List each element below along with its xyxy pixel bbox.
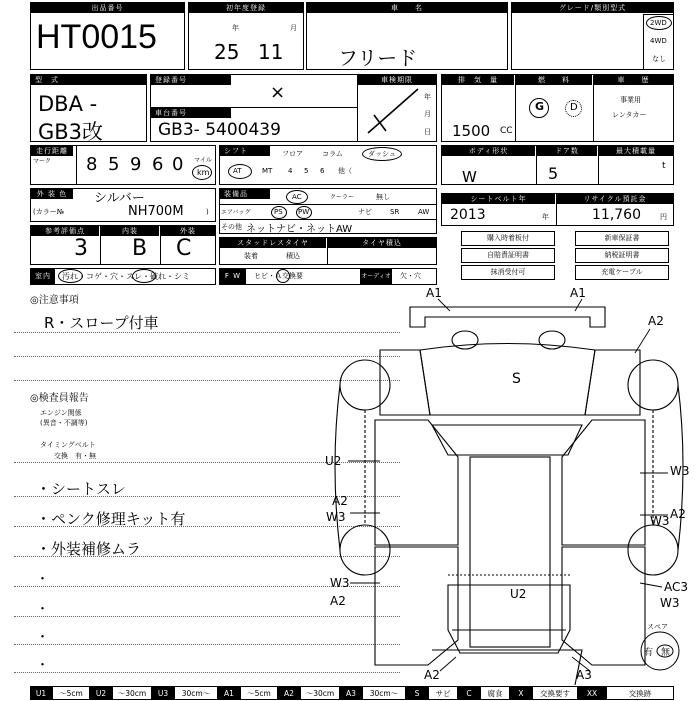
shift-other: 他（ xyxy=(338,167,352,175)
legend-c-key: C xyxy=(458,686,480,700)
equip-ac: AC xyxy=(292,193,302,201)
car-damage-diagram xyxy=(320,285,700,685)
legend-s-key: S xyxy=(406,686,428,700)
body-shape-label: ボディ形状 xyxy=(442,146,535,156)
mark-a1-front-left: A1 xyxy=(426,286,442,300)
doc-compulsory-insurance: 自賠責証明書 xyxy=(461,248,555,263)
equip-pw: PW xyxy=(298,208,310,216)
doc-tax-certificate: 納税証明書 xyxy=(575,248,669,263)
score-label: 参考評価点 xyxy=(31,226,99,236)
shift-label: シフト xyxy=(220,146,270,156)
report-line-7: ・ xyxy=(36,658,50,673)
mark-a2-left-1: A2 xyxy=(332,494,348,508)
mark-a2-rear: A2 xyxy=(424,668,440,682)
legend-xx-value: 交換跡 xyxy=(606,686,674,700)
room-label: 室内 xyxy=(31,269,55,284)
fw-a-circle xyxy=(276,269,290,283)
model-value-line2: GB3改 xyxy=(38,120,104,144)
body-shape-value: W xyxy=(462,168,477,186)
equipment-label: 装備品 xyxy=(220,189,270,199)
tire-divider xyxy=(327,237,328,265)
chassis-number-label: 車台番号 xyxy=(151,108,231,118)
color-number-label: (カラー№ xyxy=(33,208,65,216)
mileage-divider xyxy=(76,145,77,185)
mark-u2-left: U2 xyxy=(325,454,342,468)
drive-none: なし xyxy=(652,55,666,63)
displacement-value: 1500 xyxy=(452,122,491,140)
legend-a1-value: ～5cm xyxy=(240,686,278,700)
legend-x-value: 交換要す xyxy=(532,686,578,700)
mark-a2-left-2: A2 xyxy=(330,594,346,608)
equip-navi: ナビ xyxy=(358,208,372,216)
engine-sub: (異音・不調等) xyxy=(40,419,88,427)
body-divider-1 xyxy=(536,145,537,185)
car-name-label: 車 名 xyxy=(307,3,507,13)
doc-deregistration: 抹消受付可 xyxy=(461,265,555,280)
score-divider-2 xyxy=(160,225,161,265)
history-business: 事業用 xyxy=(620,96,641,104)
drive-2wd-circle xyxy=(646,16,672,30)
belt-recycle-divider xyxy=(556,193,557,226)
mileage-digit-3: 9 xyxy=(130,154,142,175)
interior-grade-label: 内装 xyxy=(101,226,159,236)
legend-x-key: X xyxy=(510,686,532,700)
registration-month: 11 xyxy=(258,40,284,64)
max-load-label: 最大積載量 xyxy=(599,146,673,156)
report-line-5: ・ xyxy=(36,602,50,617)
doors-value: 5 xyxy=(548,164,559,183)
mileage-unit-mile: マイル xyxy=(194,157,212,164)
legend-u2-key: U2 xyxy=(90,686,112,700)
mark-w3-right-2: W3 xyxy=(650,514,670,528)
mark-s-hood: S xyxy=(512,371,521,387)
color-number-value: NH700M xyxy=(128,204,184,219)
mark-u2-rear: U2 xyxy=(510,587,527,601)
seatbelt-year-unit: 年 xyxy=(542,213,549,221)
displacement-unit: CC xyxy=(500,126,513,136)
legend-xx-key: XX xyxy=(578,686,606,700)
report-line-3: ・外装補修ムラ xyxy=(36,540,142,558)
legend-a3-value: 30cm～ xyxy=(362,686,406,700)
spare-yes: 有 xyxy=(644,648,654,658)
caution-line: R・スロープ付車 xyxy=(44,314,159,332)
lot-number-label: 出品番号 xyxy=(31,3,184,13)
interior-grade-value: B xyxy=(132,236,148,261)
mark-a3-rear: A3 xyxy=(576,668,592,682)
tire-load-label: タイヤ積込 xyxy=(328,238,436,248)
legend-s-value: サビ xyxy=(428,686,458,700)
max-load-unit: t xyxy=(662,161,666,171)
inspection-label: 車検期限 xyxy=(358,75,436,85)
body-divider-2 xyxy=(598,145,599,185)
legend-u1-value: ～5cm xyxy=(52,686,90,700)
equip-aw: AW xyxy=(418,208,430,216)
shift-4: 4 xyxy=(288,167,293,175)
model-value-line1: DBA - xyxy=(38,92,98,116)
year-unit: 年 xyxy=(232,24,239,32)
exterior-color-label: 外 装 色 xyxy=(31,189,73,199)
month-unit: 月 xyxy=(290,24,297,32)
equip-divider-1 xyxy=(219,204,437,205)
mark-w3-right-3: W3 xyxy=(660,596,680,610)
shift-column: コラム xyxy=(322,150,343,158)
mileage-digit-1: 8 xyxy=(86,154,98,175)
room-wear-circle xyxy=(132,269,156,283)
shift-dash: ダッシュ xyxy=(368,150,396,158)
mark-w3-left-1: W3 xyxy=(326,510,346,524)
registration-number-label: 登録番号 xyxy=(151,75,231,85)
equip-other-value: ネットナビ・ネットAW xyxy=(246,224,353,235)
mark-w3-left-2: W3 xyxy=(330,576,350,590)
score-divider-1 xyxy=(100,225,101,265)
inspection-month-unit: 月 xyxy=(424,110,431,118)
spare-label: スペア xyxy=(647,623,668,631)
legend-u3-key: U3 xyxy=(152,686,174,700)
history-rental: レンタカー xyxy=(612,111,647,119)
fw-label: F W xyxy=(220,269,246,284)
legend-a2-key: A2 xyxy=(278,686,300,700)
model-label: 型 式 xyxy=(31,75,146,85)
registration-number-value: × xyxy=(270,82,286,103)
spare-no: 無 xyxy=(661,648,671,658)
exterior-grade-label: 外装 xyxy=(161,226,215,236)
caution-title: ◎注意事項 xyxy=(30,295,79,306)
recycle-deposit-value: 11,760 xyxy=(592,207,641,223)
inspection-strike-mark xyxy=(360,85,422,140)
shift-at: AT xyxy=(233,167,242,175)
legend-u3-value: 30cm～ xyxy=(174,686,218,700)
registration-divider xyxy=(150,107,358,108)
inspection-year-unit: 年 xyxy=(424,93,431,101)
shift-floor: フロア xyxy=(282,150,303,158)
exterior-color-value: シルバー xyxy=(94,191,145,206)
displacement-label: 排 気 量 xyxy=(442,75,514,85)
equip-sr: SR xyxy=(390,208,400,216)
studless-label: スタッドレスタイヤ xyxy=(220,238,326,248)
inspection-day-unit: 日 xyxy=(424,128,431,136)
car-name-value: フリード xyxy=(338,46,418,70)
shift-6: 6 xyxy=(320,167,325,175)
report-line-2: ・ペンク修理キット有 xyxy=(36,510,186,528)
mileage-digit-2: 5 xyxy=(108,154,120,175)
legend-u2-value: ～30cm xyxy=(112,686,152,700)
chassis-number-value: GB3- 5400439 xyxy=(158,120,281,140)
fuel-gasoline: G xyxy=(535,100,545,113)
shift-5: 5 xyxy=(304,167,309,175)
room-options: 汚れ・コゲ・穴・スレ・破れ・シミ xyxy=(62,272,190,281)
color-number-close: ) xyxy=(206,208,209,216)
exterior-grade-value: C xyxy=(176,236,192,261)
mileage-mark-label: マーク xyxy=(33,158,52,165)
equip-cooler: クーラー xyxy=(330,194,355,201)
drive-2wd: 2WD xyxy=(650,19,667,27)
timing-belt-options: 交換 有・無 xyxy=(54,452,96,460)
grade-label: グレード/類別型式 xyxy=(512,3,673,13)
mark-a2-right-1: A2 xyxy=(670,507,686,521)
seatbelt-year-label: シートベルト年 xyxy=(442,194,555,204)
studless-loaded: 積込 xyxy=(286,252,300,260)
lot-number-value: HT0015 xyxy=(36,18,157,56)
report-line-1: ・シートスレ xyxy=(36,480,126,498)
legend-u1-key: U1 xyxy=(30,686,52,700)
report-title: ◎検査員報告 xyxy=(30,393,89,404)
legend-c-value: 腐食 xyxy=(480,686,510,700)
equip-ps: PS xyxy=(274,208,283,216)
equip-airbag: エアバッグ xyxy=(221,209,251,216)
recycle-deposit-unit: 円 xyxy=(660,213,667,221)
mileage-digit-5: 0 xyxy=(172,154,184,175)
legend-a3-key: A3 xyxy=(340,686,362,700)
mileage-unit-km: km xyxy=(197,168,210,177)
studless-fitted: 装着 xyxy=(244,252,258,260)
seatbelt-year-value: 2013 xyxy=(450,207,486,223)
legend-a1-key: A1 xyxy=(218,686,240,700)
shift-mt: MT xyxy=(262,167,273,175)
doc-charging-cable: 充電ケーブル xyxy=(575,265,669,280)
fuel-label: 燃 料 xyxy=(516,75,592,85)
report-line-6: ・ xyxy=(36,630,50,645)
doors-label: ドア数 xyxy=(537,146,597,156)
fuel-diesel: D xyxy=(570,102,578,113)
mileage-label: 走行距離 xyxy=(31,146,73,156)
mark-w3-right-1: W3 xyxy=(670,464,690,478)
audio-label: オーディオ xyxy=(360,269,392,284)
timing-belt-label: タイミングベルト xyxy=(40,441,96,449)
score-value: 3 xyxy=(74,236,88,261)
mark-a1-front-right: A1 xyxy=(570,286,586,300)
report-line-4: ・ xyxy=(36,572,50,587)
drive-4wd: 4WD xyxy=(650,37,667,45)
first-registration-label: 初年度登録 xyxy=(189,3,303,13)
doc-warranty: 新車保証書 xyxy=(575,231,669,246)
recycle-deposit-label: リサイクル預託金 xyxy=(557,194,673,204)
mileage-digit-4: 6 xyxy=(152,154,164,175)
registration-year: 25 xyxy=(214,40,240,64)
equip-none: 無し xyxy=(376,193,390,201)
doc-plate: 購入時着板付 xyxy=(461,231,555,246)
equip-other-label: その他 xyxy=(221,223,242,231)
legend-a2-value: ～30cm xyxy=(300,686,340,700)
mark-a2-front-fender: A2 xyxy=(648,314,664,328)
spec-divider-1 xyxy=(515,74,516,142)
fw-options: ヒビ・Ａ交換要 xyxy=(254,272,303,280)
audio-options: 欠・穴 xyxy=(400,272,421,280)
engine-label: エンジン関係 xyxy=(40,409,82,417)
spec-divider-2 xyxy=(593,74,594,142)
room-dirt-circle xyxy=(58,269,83,283)
history-label: 車 歴 xyxy=(594,75,673,85)
mark-ac3-right: AC3 xyxy=(664,580,689,594)
